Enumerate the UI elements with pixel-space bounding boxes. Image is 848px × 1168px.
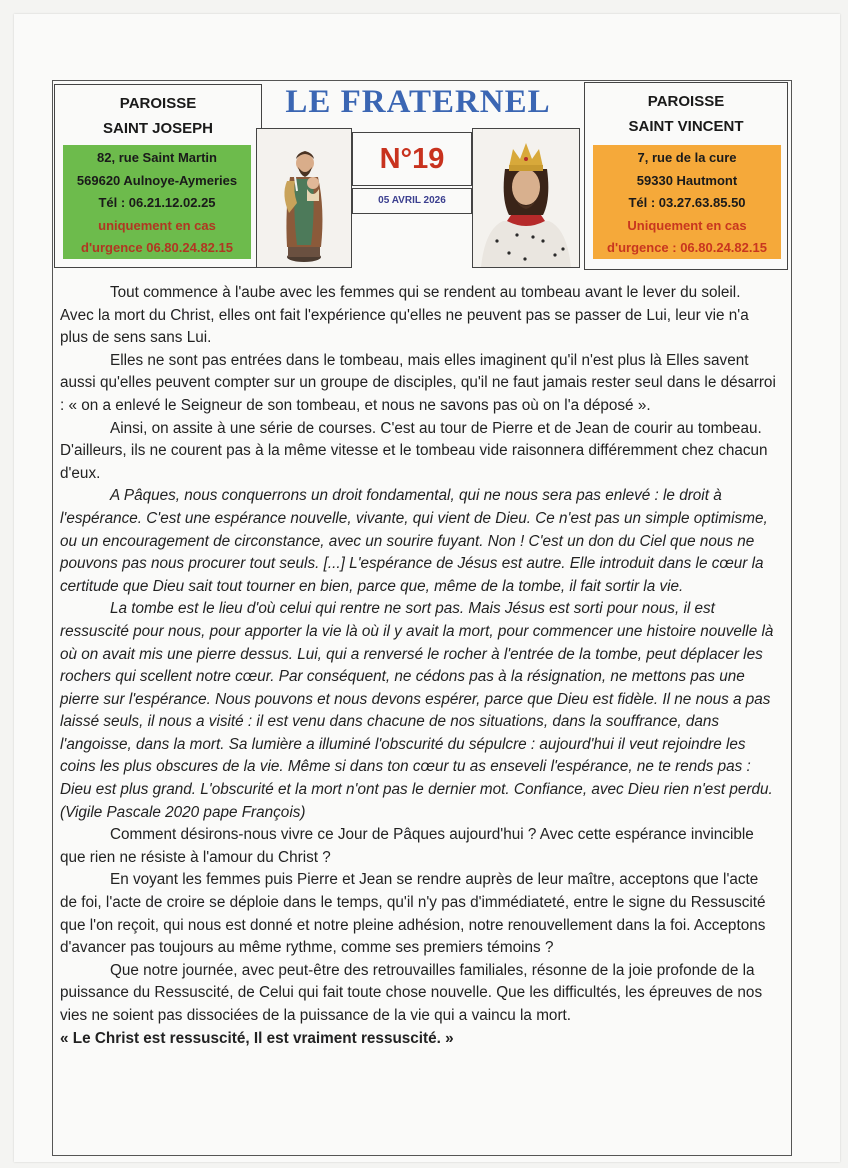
masthead-title: LE FRATERNEL bbox=[285, 84, 551, 120]
saint-joseph-statue-image bbox=[256, 128, 352, 268]
paragraph: Comment désirons-nous vivre ce Jour de Pâques aujourd'hui ? Avec cette espérance invincible que rien ne résiste à l'amour du Christ ? bbox=[60, 826, 754, 866]
paragraph: Tout commence à l'aube avec les femmes qui se rendent au tombeau avant le lever du soleil. Avec la mort du Christ, elles ont fait l'expérience qu'elles ne peuvent pas se passer de Lui, leur vie n'a plus de sens sans Lui. bbox=[60, 284, 749, 347]
parish-left-contact bbox=[63, 145, 251, 259]
parish-left-name: PAROISSE SAINT JOSEPH bbox=[102, 95, 214, 137]
issue-date: 05 AVRIL 2026 bbox=[352, 188, 472, 214]
parish-right-address: 7, rue de la cure bbox=[637, 150, 737, 165]
parish-saint-joseph-box bbox=[54, 84, 262, 268]
paragraph: Que notre journée, avec peut-être des retrouvailles familiales, résonne de la joie profonde de la puissance du Ressuscité, de Celui qui fait toute chose nouvelle. Que les difficultés, les épreuves de nos vies ne soient pas dissociées de la puissance de la vie qui a vaincu la mort. bbox=[60, 961, 763, 1024]
parish-right-urgent-line2: d'urgence : 06.80.24.82.15 bbox=[607, 240, 767, 255]
crowned-saint-statue-icon bbox=[473, 129, 579, 267]
parish-left-urgent-line2: d'urgence 06.80.24.82.15 bbox=[81, 240, 233, 255]
parish-right-name: PAROISSE SAINT VINCENT bbox=[628, 93, 744, 135]
parish-right-phone: Tél : 03.27.63.85.50 bbox=[628, 195, 746, 210]
parish-saint-vincent-box bbox=[584, 82, 788, 270]
article-body bbox=[60, 282, 776, 1050]
issue-number: N°19 bbox=[352, 132, 472, 186]
parish-left-city: 569620 Aulnoye-Aymeries bbox=[76, 172, 238, 188]
paragraph: En voyant les femmes puis Pierre et Jean se rendre auprès de leur maître, acceptons que l'acte de foi, l'acte de croire se déploie dans le temps, qu'il n'y pas d'immédiateté, entre le signe du Ressuscité que l'on reçoit, qui nous est donné et notre pleine adhésion, notre renouvellement dans la foi. Acceptons d'avancer pas toujours au même rythme, comme ses premiers témoins ? bbox=[60, 871, 766, 957]
saint-joseph-statue-icon bbox=[257, 129, 351, 267]
parish-right-city: 59330 Hautmont bbox=[636, 172, 738, 188]
closing-statement: « Le Christ est ressuscité, Il est vraiment ressuscité. » bbox=[60, 1029, 454, 1047]
parish-left-phone: Tél : 06.21.12.02.25 bbox=[98, 195, 216, 210]
quote-paragraph: La tombe est le lieu d'où celui qui rentre ne sort pas. Mais Jésus est sorti pour nous, il est ressuscité pour nous, pour apporter la vie là où il y avait la mort, pour commencer une histoire nouvelle là où on avait mis une pierre dessus. Lui, qui a renversé le rocher à l'entrée de la tombe, peut déplacer les rochers qui scellent notre cœur. Par conséquent, ne cédons pas à la résignation, ne mettons pas une pierre sur l'espérance. Nous pouvons et nous devons espérer, parce que Dieu est fidèle. Il ne nous a pas laissé seuls, il nous a visité : il est venu dans chacune de nos situations, dans la souffrance, dans l'angoisse, dans la mort. Sa lumière a illuminé l'obscurité du sépulcre : aujourd'hui il veut rejoindre les coins les plus obscures de la vie. Même si dans ton cœur tu as enseveli l'espérance, ne te rends pas : Dieu est plus grand. L'obscurité et la mort n'ont pas le dernier mot. Confiance, avec Dieu rien n'est perdu. (Vigile Pascale 2020 pape François) bbox=[60, 600, 774, 821]
paragraph: Ainsi, on assite à une série de courses. C'est au tour de Pierre et de Jean de courir au tombeau. D'ailleurs, ils ne courent pas à la même vitesse et le tombeau vide raisonnera différemment chez chacun d'eux. bbox=[60, 419, 768, 482]
paragraph: Elles ne sont pas entrées dans le tombeau, mais elles imaginent qu'il n'est plus là Elles savent aussi qu'elles peuvent compter sur un groupe de disciples, qu'il ne faut jamais rester seul dans le désarroi : « on a enlevé le Seigneur de son tombeau, et nous ne savons pas où on l'a déposé ». bbox=[60, 351, 776, 414]
quote-paragraph: A Pâques, nous conquerrons un droit fondamental, qui ne nous sera pas enlevé : le droit à l'espérance. C'est une espérance nouvelle, vivante, qui vient de Dieu. Ce n'est pas un simple optimisme, ou un encouragement de circonstance, avec un sourire fuyant. Non ! C'est un don du Ciel que nous ne pouvons pas nous procurer tout seuls. [...] L'espérance de Jésus est autre. Elle introduit dans le cœur la certitude que Dieu sait tout tourner en bien, parce que, même de la tombe, il fait sortir la vie. bbox=[60, 487, 768, 595]
parish-right-urgent-line1: Uniquement en cas bbox=[627, 217, 747, 233]
parish-left-urgent-line1: uniquement en cas bbox=[98, 217, 216, 233]
saint-vincent-statue-image bbox=[472, 128, 580, 268]
parish-left-address: 82, rue Saint Martin bbox=[97, 150, 217, 165]
parish-right-contact bbox=[593, 145, 781, 259]
